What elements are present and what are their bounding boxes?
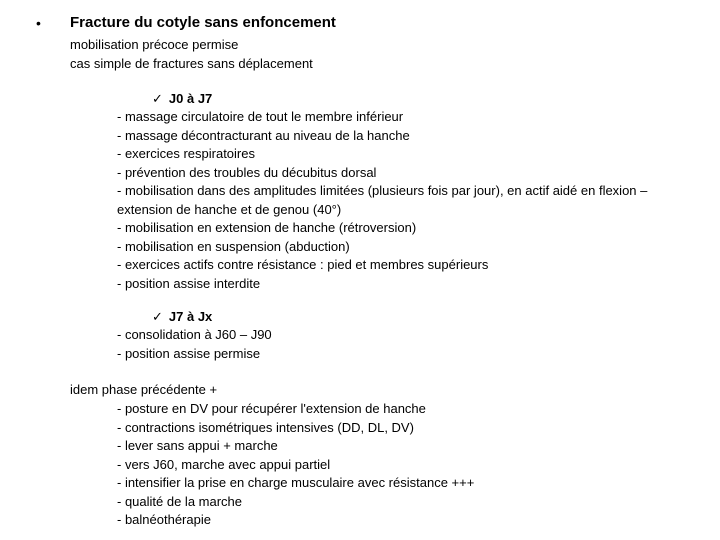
list-item: - balnéothérapie <box>117 512 211 527</box>
list-item: - consolidation à J60 – J90 <box>117 327 272 342</box>
list-item: - vers J60, marche avec appui partiel <box>117 456 331 472</box>
list-item: - contractions isométriques intensives (DD, DL, DV) <box>117 419 414 435</box>
intro-text <box>70 36 313 73</box>
intro-line: cas simple de fractures sans déplacement <box>70 55 313 71</box>
phase1-heading <box>152 90 212 108</box>
list-item: - posture en DV pour récupérer l'extension de hanche <box>117 401 426 416</box>
intro-line: mobilisation précoce permise <box>70 37 239 52</box>
list-item: - exercices respiratoires <box>117 146 255 161</box>
title-bullet: • <box>36 15 41 31</box>
list-item: - prévention des troubles du décubitus dorsal <box>117 164 377 180</box>
checkmark-icon: ✓ <box>152 91 163 106</box>
list-item: - exercices actifs contre résistance : pied et membres supérieurs <box>117 257 489 272</box>
phase1-heading-text: J0 à J7 <box>168 91 213 106</box>
phase2-heading-text: J7 à Jx <box>168 309 213 324</box>
list-item: - massage décontracturant au niveau de la hanche <box>117 127 410 143</box>
phase2-heading <box>152 308 212 326</box>
list-item: - lever sans appui + marche <box>117 438 278 453</box>
slide-title: Fracture du cotyle sans enfoncement <box>70 14 336 31</box>
list-item: - mobilisation dans des amplitudes limitées (plusieurs fois par jour), en actif aidé en flexion – extension de hanche et de genou (40°) <box>117 183 648 217</box>
phase3-intro: idem phase précédente + <box>70 382 218 397</box>
list-item: - mobilisation en extension de hanche (rétroversion) <box>117 220 417 235</box>
list-item: - position assise permise <box>117 345 261 361</box>
list-item: - massage circulatoire de tout le membre inférieur <box>117 109 404 124</box>
phase2-list <box>117 326 697 363</box>
list-item: - position assise interdite <box>117 275 261 291</box>
phase3-list <box>117 400 697 530</box>
phase1-list <box>117 108 697 293</box>
checkmark-icon: ✓ <box>152 309 163 324</box>
list-item: - intensifier la prise en charge musculaire avec résistance +++ <box>117 475 475 490</box>
list-item: - mobilisation en suspension (abduction) <box>117 238 350 254</box>
list-item: - qualité de la marche <box>117 493 243 509</box>
